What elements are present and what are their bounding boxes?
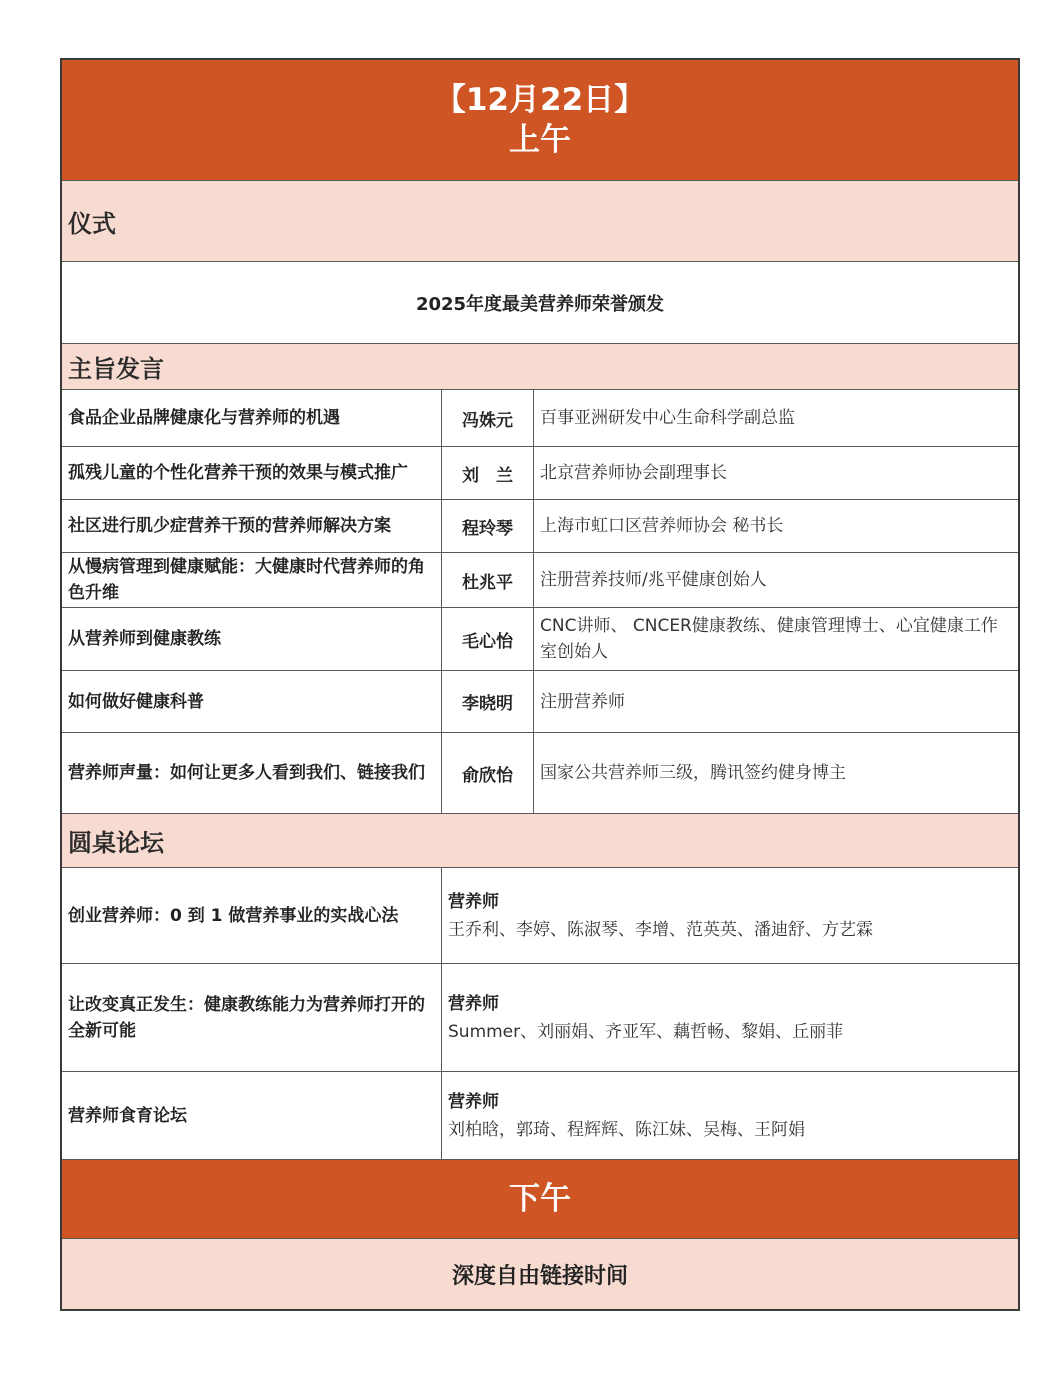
afternoon-label: 下午 (509, 1181, 571, 1217)
keynote-row (62, 500, 1018, 553)
section-roundtable-label: 圆桌论坛 (68, 829, 164, 857)
roundtable-row (62, 1072, 1018, 1160)
agenda-date: 【12月22日】 (434, 82, 646, 118)
keynote-speaker-title: 上海市虹口区营养师协会 秘书长 (540, 516, 784, 536)
section-keynote (62, 344, 1018, 390)
keynote-speaker: 毛心怡 (442, 608, 534, 670)
roundtable-role: 营养师 (448, 993, 499, 1014)
roundtable-panel (442, 1072, 1018, 1159)
agenda-table (60, 58, 1020, 1311)
keynote-topic: 从慢病管理到健康赋能：大健康时代营养师的角色升维 (62, 553, 442, 607)
roundtable-names: 王乔利、李婷、陈淑琴、李增、范英英、潘迪舒、方艺霖 (448, 919, 873, 940)
keynote-row (62, 553, 1018, 608)
roundtable-topic: 创业营养师：0 到 1 做营养事业的实战心法 (62, 868, 442, 963)
keynote-speaker: 冯姝元 (442, 390, 534, 446)
roundtable-row (62, 964, 1018, 1072)
keynote-speaker-title: 注册营养师 (540, 691, 625, 712)
keynote-speaker: 杜兆平 (442, 553, 534, 607)
ceremony-row (62, 262, 1018, 344)
keynote-speaker: 刘 兰 (442, 447, 534, 499)
keynote-topic: 食品企业品牌健康化与营养师的机遇 (62, 390, 442, 446)
roundtable-names: Summer、刘丽娟、齐亚军、藕哲畅、黎娟、丘丽菲 (448, 1021, 844, 1042)
keynote-row (62, 733, 1018, 814)
keynote-speaker: 李晓明 (442, 671, 534, 732)
keynote-topic: 营养师声量：如何让更多人看到我们、链接我们 (62, 733, 442, 813)
section-ceremony-label: 仪式 (68, 209, 116, 238)
keynote-row (62, 608, 1018, 671)
keynote-row (62, 447, 1018, 500)
keynote-row (62, 671, 1018, 733)
afternoon-item: 深度自由链接时间 (451, 1263, 628, 1289)
keynote-topic: 社区进行肌少症营养干预的营养师解决方案 (62, 500, 442, 552)
section-keynote-label: 主旨发言 (68, 355, 164, 383)
afternoon-header (62, 1160, 1018, 1239)
keynote-speaker: 程玲琴 (442, 500, 534, 552)
keynote-speaker-title: 注册营养技师/兆平健康创始人 (540, 570, 767, 590)
keynote-speaker-title: 百事亚洲研发中心生命科学副总监 (540, 408, 795, 428)
keynote-topic: 如何做好健康科普 (62, 671, 442, 732)
keynote-speaker-title: CNC讲师、 CNCER健康教练、健康管理博士、心宜健康工作室创始人 (540, 616, 998, 662)
keynote-speaker: 俞欣怡 (442, 733, 534, 813)
roundtable-panel (442, 964, 1018, 1071)
morning-label: 上午 (509, 122, 571, 158)
section-ceremony (62, 181, 1018, 262)
morning-header (62, 60, 1018, 181)
roundtable-panel (442, 868, 1018, 963)
keynote-speaker-title: 国家公共营养师三级，腾讯签约健身博主 (540, 763, 846, 783)
keynote-topic: 孤残儿童的个性化营养干预的效果与模式推广 (62, 447, 442, 499)
keynote-row (62, 390, 1018, 447)
roundtable-role: 营养师 (448, 1091, 499, 1112)
roundtable-topic: 营养师食育论坛 (62, 1072, 442, 1159)
roundtable-topic: 让改变真正发生：健康教练能力为营养师打开的全新可能 (62, 964, 442, 1071)
ceremony-item: 2025年度最美营养师荣誉颁发 (415, 293, 665, 315)
roundtable-names: 刘柏晗，郭琦、程辉辉、陈江妹、吴梅、王阿娟 (448, 1119, 805, 1140)
keynote-topic: 从营养师到健康教练 (62, 608, 442, 670)
roundtable-role: 营养师 (448, 891, 499, 912)
afternoon-row (62, 1239, 1018, 1309)
keynote-speaker-title: 北京营养师协会副理事长 (540, 463, 727, 483)
section-roundtable (62, 814, 1018, 868)
roundtable-row (62, 868, 1018, 964)
